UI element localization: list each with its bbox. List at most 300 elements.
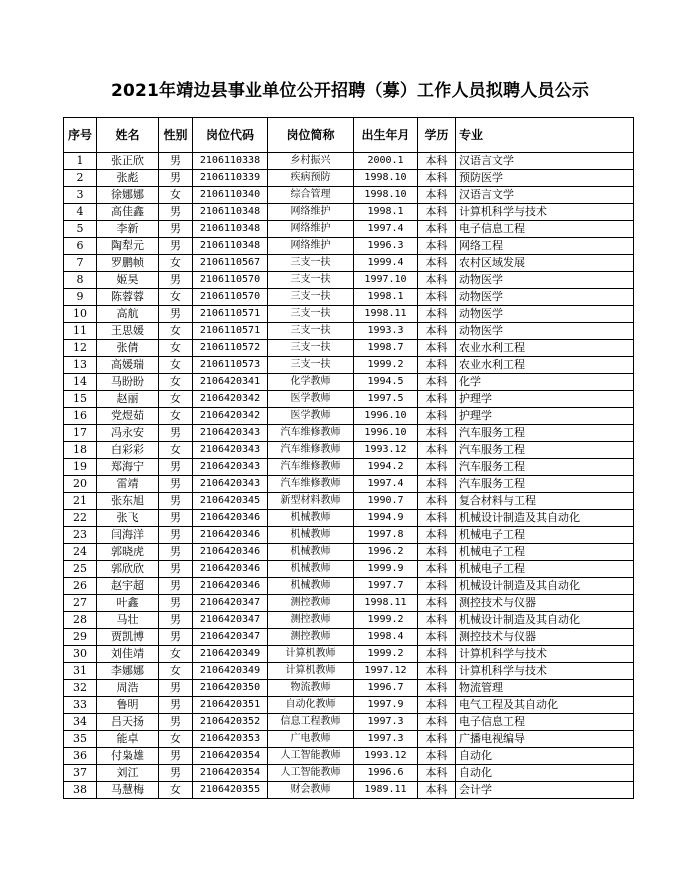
cell-birth-date: 1997.5 — [354, 391, 418, 408]
cell-birth-date: 1997.3 — [354, 714, 418, 731]
cell-birth-date: 1993.3 — [354, 323, 418, 340]
table-row — [64, 289, 634, 306]
header-major: 专业 — [456, 118, 634, 153]
cell-seq: 13 — [64, 357, 97, 374]
cell-education: 本科 — [418, 289, 456, 306]
cell-major: 汽车服务工程 — [456, 425, 634, 442]
cell-birth-date: 1996.3 — [354, 238, 418, 255]
cell-post-code: 2106110348 — [193, 238, 268, 255]
cell-post-name: 机械教师 — [268, 561, 354, 578]
table-row — [64, 680, 634, 697]
cell-post-name: 物流教师 — [268, 680, 354, 697]
cell-birth-date: 1997.4 — [354, 476, 418, 493]
table-row — [64, 153, 634, 170]
cell-education: 本科 — [418, 612, 456, 629]
cell-post-name: 信息工程教师 — [268, 714, 354, 731]
cell-gender: 女 — [159, 731, 193, 748]
cell-gender: 女 — [159, 357, 193, 374]
cell-birth-date: 1997.8 — [354, 527, 418, 544]
cell-post-name: 医学教师 — [268, 408, 354, 425]
table-row — [64, 612, 634, 629]
cell-name: 姬昊 — [97, 272, 159, 289]
cell-seq: 11 — [64, 323, 97, 340]
cell-gender: 男 — [159, 476, 193, 493]
cell-post-code: 2106110567 — [193, 255, 268, 272]
cell-name: 赵丽 — [97, 391, 159, 408]
cell-seq: 24 — [64, 544, 97, 561]
cell-post-code: 2106420342 — [193, 408, 268, 425]
cell-name: 鲁明 — [97, 697, 159, 714]
cell-seq: 2 — [64, 170, 97, 187]
cell-post-name: 机械教师 — [268, 544, 354, 561]
cell-birth-date: 1997.10 — [354, 272, 418, 289]
cell-education: 本科 — [418, 646, 456, 663]
table-row — [64, 714, 634, 731]
cell-gender: 男 — [159, 425, 193, 442]
cell-gender: 男 — [159, 561, 193, 578]
cell-post-name: 汽车维修教师 — [268, 476, 354, 493]
cell-post-name: 化学教师 — [268, 374, 354, 391]
cell-seq: 31 — [64, 663, 97, 680]
header-birth-date: 出生年月 — [354, 118, 418, 153]
cell-post-code: 2106420346 — [193, 561, 268, 578]
cell-post-name: 三支一扶 — [268, 306, 354, 323]
cell-major: 机械电子工程 — [456, 561, 634, 578]
cell-post-name: 财会教师 — [268, 782, 354, 799]
table-row — [64, 731, 634, 748]
cell-post-code: 2106420345 — [193, 493, 268, 510]
cell-education: 本科 — [418, 408, 456, 425]
cell-major: 网络工程 — [456, 238, 634, 255]
cell-birth-date: 1989.11 — [354, 782, 418, 799]
cell-major: 自动化 — [456, 765, 634, 782]
cell-education: 本科 — [418, 153, 456, 170]
cell-gender: 女 — [159, 646, 193, 663]
cell-name: 刘江 — [97, 765, 159, 782]
cell-name: 雷靖 — [97, 476, 159, 493]
cell-major: 动物医学 — [456, 289, 634, 306]
cell-post-code: 2106420354 — [193, 748, 268, 765]
cell-name: 陈蓉蓉 — [97, 289, 159, 306]
cell-name: 徐娜娜 — [97, 187, 159, 204]
cell-education: 本科 — [418, 714, 456, 731]
cell-seq: 28 — [64, 612, 97, 629]
cell-post-code: 2106420343 — [193, 425, 268, 442]
cell-birth-date: 1996.10 — [354, 408, 418, 425]
cell-post-code: 2106110348 — [193, 204, 268, 221]
cell-seq: 38 — [64, 782, 97, 799]
cell-education: 本科 — [418, 663, 456, 680]
cell-major: 机械设计制造及其自动化 — [456, 612, 634, 629]
table-row — [64, 595, 634, 612]
table-row — [64, 493, 634, 510]
cell-post-name: 计算机教师 — [268, 663, 354, 680]
cell-seq: 4 — [64, 204, 97, 221]
cell-post-code: 2106420355 — [193, 782, 268, 799]
cell-birth-date: 1999.4 — [354, 255, 418, 272]
table-row — [64, 476, 634, 493]
page-title: 2021年靖边县事业单位公开招聘（募）工作人员拟聘人员公示 — [110, 81, 590, 101]
cell-post-code: 2106110339 — [193, 170, 268, 187]
cell-post-name: 网络维护 — [268, 221, 354, 238]
cell-post-code: 2106420343 — [193, 476, 268, 493]
cell-post-name: 汽车维修教师 — [268, 459, 354, 476]
cell-birth-date: 1997.12 — [354, 663, 418, 680]
cell-seq: 5 — [64, 221, 97, 238]
cell-post-name: 自动化教师 — [268, 697, 354, 714]
cell-name: 付枭雄 — [97, 748, 159, 765]
cell-major: 测控技术与仪器 — [456, 595, 634, 612]
cell-major: 动物医学 — [456, 272, 634, 289]
cell-gender: 男 — [159, 612, 193, 629]
cell-post-code: 2106110338 — [193, 153, 268, 170]
cell-education: 本科 — [418, 782, 456, 799]
cell-post-code: 2106420347 — [193, 612, 268, 629]
cell-name: 李娜娜 — [97, 663, 159, 680]
cell-name: 闫海洋 — [97, 527, 159, 544]
cell-education: 本科 — [418, 170, 456, 187]
table-header — [64, 118, 634, 153]
cell-name: 党煜茹 — [97, 408, 159, 425]
cell-seq: 10 — [64, 306, 97, 323]
cell-post-name: 机械教师 — [268, 578, 354, 595]
table-row — [64, 170, 634, 187]
cell-post-code: 2106420353 — [193, 731, 268, 748]
cell-seq: 12 — [64, 340, 97, 357]
table-row — [64, 255, 634, 272]
cell-gender: 男 — [159, 306, 193, 323]
cell-post-name: 机械教师 — [268, 510, 354, 527]
cell-gender: 女 — [159, 323, 193, 340]
header-post-code: 岗位代码 — [193, 118, 268, 153]
table-row — [64, 697, 634, 714]
table-row — [64, 459, 634, 476]
cell-education: 本科 — [418, 255, 456, 272]
cell-major: 物流管理 — [456, 680, 634, 697]
cell-major: 护理学 — [456, 408, 634, 425]
cell-post-name: 广电教师 — [268, 731, 354, 748]
cell-name: 白彩彩 — [97, 442, 159, 459]
cell-post-name: 人工智能教师 — [268, 748, 354, 765]
cell-education: 本科 — [418, 510, 456, 527]
cell-post-code: 2106420341 — [193, 374, 268, 391]
cell-post-name: 三支一扶 — [268, 272, 354, 289]
cell-post-code: 2106420346 — [193, 544, 268, 561]
cell-name: 周浩 — [97, 680, 159, 697]
cell-name: 高媛瑞 — [97, 357, 159, 374]
table-row — [64, 391, 634, 408]
cell-major: 计算机科学与技术 — [456, 663, 634, 680]
cell-birth-date: 1996.6 — [354, 765, 418, 782]
cell-major: 自动化 — [456, 748, 634, 765]
cell-gender: 男 — [159, 714, 193, 731]
cell-gender: 男 — [159, 459, 193, 476]
cell-post-name: 测控教师 — [268, 595, 354, 612]
cell-gender: 男 — [159, 221, 193, 238]
table-row — [64, 238, 634, 255]
cell-major: 汽车服务工程 — [456, 442, 634, 459]
cell-education: 本科 — [418, 187, 456, 204]
cell-education: 本科 — [418, 425, 456, 442]
cell-name: 刘佳靖 — [97, 646, 159, 663]
cell-major: 会计学 — [456, 782, 634, 799]
cell-education: 本科 — [418, 374, 456, 391]
cell-gender: 男 — [159, 153, 193, 170]
cell-seq: 36 — [64, 748, 97, 765]
cell-major: 机械电子工程 — [456, 544, 634, 561]
cell-post-name: 计算机教师 — [268, 646, 354, 663]
table-row — [64, 646, 634, 663]
cell-education: 本科 — [418, 323, 456, 340]
cell-seq: 3 — [64, 187, 97, 204]
cell-birth-date: 1997.7 — [354, 578, 418, 595]
cell-seq: 33 — [64, 697, 97, 714]
cell-birth-date: 2000.1 — [354, 153, 418, 170]
cell-gender: 男 — [159, 748, 193, 765]
cell-major: 复合材料与工程 — [456, 493, 634, 510]
cell-post-name: 三支一扶 — [268, 357, 354, 374]
cell-post-name: 三支一扶 — [268, 255, 354, 272]
cell-post-name: 人工智能教师 — [268, 765, 354, 782]
cell-name: 郭晓虎 — [97, 544, 159, 561]
cell-major: 预防医学 — [456, 170, 634, 187]
cell-major: 汽车服务工程 — [456, 476, 634, 493]
cell-birth-date: 1997.9 — [354, 697, 418, 714]
cell-post-code: 2106420354 — [193, 765, 268, 782]
cell-education: 本科 — [418, 238, 456, 255]
cell-post-code: 2106420343 — [193, 459, 268, 476]
cell-education: 本科 — [418, 697, 456, 714]
cell-name: 高佳鑫 — [97, 204, 159, 221]
cell-birth-date: 1998.1 — [354, 204, 418, 221]
cell-post-name: 网络维护 — [268, 238, 354, 255]
cell-major: 护理学 — [456, 391, 634, 408]
cell-education: 本科 — [418, 595, 456, 612]
cell-seq: 17 — [64, 425, 97, 442]
cell-birth-date: 1996.10 — [354, 425, 418, 442]
header-gender: 性别 — [159, 118, 193, 153]
cell-name: 马壮 — [97, 612, 159, 629]
cell-birth-date: 1999.9 — [354, 561, 418, 578]
cell-major: 电子信息工程 — [456, 221, 634, 238]
cell-post-code: 2106110570 — [193, 272, 268, 289]
cell-name: 能卓 — [97, 731, 159, 748]
table-row — [64, 357, 634, 374]
cell-post-code: 2106110348 — [193, 221, 268, 238]
cell-name: 张东旭 — [97, 493, 159, 510]
cell-seq: 18 — [64, 442, 97, 459]
cell-seq: 14 — [64, 374, 97, 391]
cell-post-code: 2106420352 — [193, 714, 268, 731]
cell-post-name: 乡村振兴 — [268, 153, 354, 170]
table-row — [64, 782, 634, 799]
cell-birth-date: 1998.10 — [354, 170, 418, 187]
cell-major: 机械电子工程 — [456, 527, 634, 544]
cell-seq: 26 — [64, 578, 97, 595]
table-row — [64, 442, 634, 459]
cell-major: 测控技术与仪器 — [456, 629, 634, 646]
cell-gender: 女 — [159, 289, 193, 306]
table-row — [64, 578, 634, 595]
cell-education: 本科 — [418, 442, 456, 459]
cell-birth-date: 1999.2 — [354, 612, 418, 629]
cell-birth-date: 1994.9 — [354, 510, 418, 527]
cell-post-code: 2106110340 — [193, 187, 268, 204]
cell-education: 本科 — [418, 629, 456, 646]
cell-gender: 女 — [159, 408, 193, 425]
cell-birth-date: 1993.12 — [354, 748, 418, 765]
cell-post-code: 2106110573 — [193, 357, 268, 374]
cell-post-name: 疾病预防 — [268, 170, 354, 187]
cell-post-code: 2106420350 — [193, 680, 268, 697]
header-name: 姓名 — [97, 118, 159, 153]
cell-post-name: 医学教师 — [268, 391, 354, 408]
cell-gender: 男 — [159, 238, 193, 255]
cell-post-name: 汽车维修教师 — [268, 425, 354, 442]
cell-major: 农业水利工程 — [456, 357, 634, 374]
table-row — [64, 187, 634, 204]
cell-education: 本科 — [418, 680, 456, 697]
cell-education: 本科 — [418, 340, 456, 357]
cell-gender: 男 — [159, 204, 193, 221]
cell-birth-date: 1998.1 — [354, 289, 418, 306]
cell-gender: 男 — [159, 697, 193, 714]
cell-major: 汉语言文学 — [456, 187, 634, 204]
table-row — [64, 527, 634, 544]
cell-birth-date: 1998.11 — [354, 595, 418, 612]
cell-education: 本科 — [418, 459, 456, 476]
cell-birth-date: 1994.2 — [354, 459, 418, 476]
cell-name: 张倩 — [97, 340, 159, 357]
cell-birth-date: 1998.7 — [354, 340, 418, 357]
cell-name: 郭欣欣 — [97, 561, 159, 578]
cell-major: 化学 — [456, 374, 634, 391]
cell-major: 农村区域发展 — [456, 255, 634, 272]
cell-post-name: 新型材料教师 — [268, 493, 354, 510]
table-row — [64, 629, 634, 646]
cell-education: 本科 — [418, 748, 456, 765]
cell-post-name: 测控教师 — [268, 612, 354, 629]
cell-seq: 35 — [64, 731, 97, 748]
cell-education: 本科 — [418, 391, 456, 408]
cell-gender: 女 — [159, 187, 193, 204]
cell-post-name: 测控教师 — [268, 629, 354, 646]
cell-name: 陶犁元 — [97, 238, 159, 255]
cell-gender: 女 — [159, 255, 193, 272]
cell-seq: 34 — [64, 714, 97, 731]
cell-gender: 男 — [159, 170, 193, 187]
table-row — [64, 765, 634, 782]
table-row — [64, 374, 634, 391]
cell-post-code: 2106420349 — [193, 646, 268, 663]
cell-name: 张飞 — [97, 510, 159, 527]
cell-seq: 25 — [64, 561, 97, 578]
cell-seq: 32 — [64, 680, 97, 697]
cell-post-code: 2106110571 — [193, 323, 268, 340]
cell-education: 本科 — [418, 493, 456, 510]
table-body — [64, 153, 634, 799]
cell-gender: 女 — [159, 340, 193, 357]
header-post-name: 岗位简称 — [268, 118, 354, 153]
table-row — [64, 425, 634, 442]
cell-seq: 23 — [64, 527, 97, 544]
cell-gender: 女 — [159, 663, 193, 680]
cell-major: 计算机科学与技术 — [456, 204, 634, 221]
cell-seq: 37 — [64, 765, 97, 782]
cell-education: 本科 — [418, 561, 456, 578]
cell-major: 电子信息工程 — [456, 714, 634, 731]
header-seq: 序号 — [64, 118, 97, 153]
cell-name: 马盼盼 — [97, 374, 159, 391]
cell-gender: 男 — [159, 493, 193, 510]
table-row — [64, 306, 634, 323]
cell-birth-date: 1996.7 — [354, 680, 418, 697]
cell-gender: 女 — [159, 374, 193, 391]
cell-seq: 30 — [64, 646, 97, 663]
header-row — [64, 118, 634, 153]
cell-name: 马慧梅 — [97, 782, 159, 799]
cell-birth-date: 1999.2 — [354, 357, 418, 374]
cell-seq: 9 — [64, 289, 97, 306]
cell-seq: 8 — [64, 272, 97, 289]
cell-education: 本科 — [418, 306, 456, 323]
cell-name: 冯永安 — [97, 425, 159, 442]
cell-name: 李新 — [97, 221, 159, 238]
table-row — [64, 340, 634, 357]
cell-seq: 21 — [64, 493, 97, 510]
cell-birth-date: 1996.2 — [354, 544, 418, 561]
cell-post-code: 2106420347 — [193, 629, 268, 646]
cell-gender: 男 — [159, 578, 193, 595]
cell-post-code: 2106110571 — [193, 306, 268, 323]
cell-education: 本科 — [418, 544, 456, 561]
cell-post-code: 2106110570 — [193, 289, 268, 306]
cell-education: 本科 — [418, 578, 456, 595]
cell-major: 汽车服务工程 — [456, 459, 634, 476]
cell-gender: 男 — [159, 510, 193, 527]
cell-birth-date: 1999.2 — [354, 646, 418, 663]
cell-name: 叶鑫 — [97, 595, 159, 612]
cell-major: 广播电视编导 — [456, 731, 634, 748]
cell-birth-date: 1994.5 — [354, 374, 418, 391]
cell-post-code: 2106420342 — [193, 391, 268, 408]
cell-gender: 女 — [159, 782, 193, 799]
cell-birth-date: 1998.4 — [354, 629, 418, 646]
cell-major: 机械设计制造及其自动化 — [456, 578, 634, 595]
table-row — [64, 663, 634, 680]
cell-post-code: 2106420349 — [193, 663, 268, 680]
table-row — [64, 221, 634, 238]
cell-name: 张彪 — [97, 170, 159, 187]
cell-name: 吕天扬 — [97, 714, 159, 731]
table-row — [64, 748, 634, 765]
cell-gender: 男 — [159, 544, 193, 561]
cell-name: 罗鹏帧 — [97, 255, 159, 272]
cell-post-name: 汽车维修教师 — [268, 442, 354, 459]
cell-post-code: 2106110572 — [193, 340, 268, 357]
cell-seq: 20 — [64, 476, 97, 493]
cell-post-code: 2106420346 — [193, 527, 268, 544]
cell-seq: 15 — [64, 391, 97, 408]
cell-gender: 男 — [159, 272, 193, 289]
cell-gender: 男 — [159, 595, 193, 612]
cell-name: 贾凯博 — [97, 629, 159, 646]
table-row — [64, 408, 634, 425]
cell-post-code: 2106420351 — [193, 697, 268, 714]
cell-seq: 1 — [64, 153, 97, 170]
cell-major: 计算机科学与技术 — [456, 646, 634, 663]
cell-education: 本科 — [418, 357, 456, 374]
